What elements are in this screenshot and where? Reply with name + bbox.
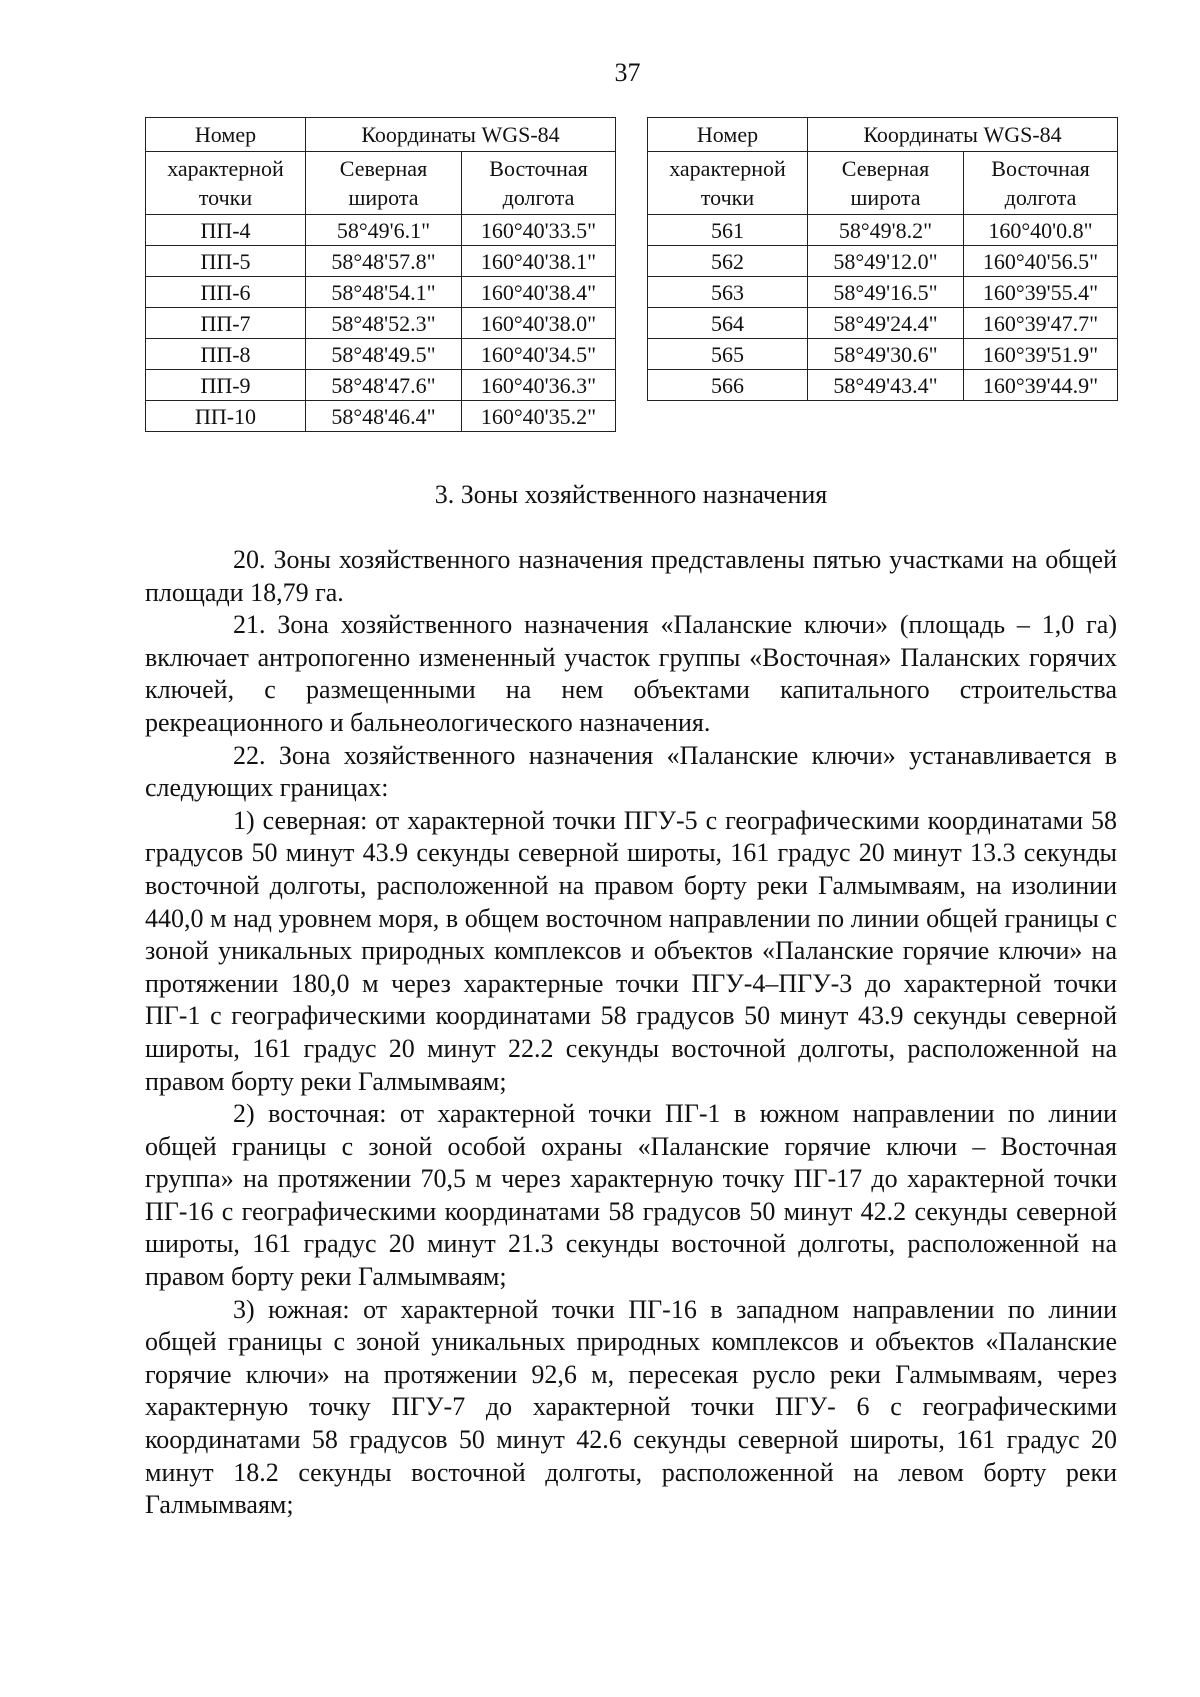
cell-point: ПП-4 <box>146 215 306 246</box>
coordinates-table-right <box>647 117 1118 401</box>
table-row <box>146 246 616 277</box>
header-lon-line-1: Восточная <box>489 156 588 181</box>
cell-point: 564 <box>648 308 808 339</box>
header-lat-line-2: широта <box>850 185 921 210</box>
cell-point: ПП-5 <box>146 246 306 277</box>
paragraph-22: 22. Зона хозяйственного назначения «Паланские ключи» устанавливается в следующих границах: <box>145 740 1117 803</box>
table-row <box>648 277 1118 308</box>
cell-point: ПП-7 <box>146 308 306 339</box>
table-row <box>648 246 1118 277</box>
cell-lon: 160°40'38.0" <box>462 308 616 339</box>
cell-lon: 160°39'47.7" <box>964 308 1118 339</box>
header-lon <box>964 152 1118 215</box>
cell-lon: 160°40'35.2" <box>462 401 616 432</box>
header-lat-line-1: Северная <box>339 156 428 181</box>
cell-lat: 58°49'16.5" <box>808 277 964 308</box>
paragraph-20: 20. Зоны хозяйственного назначения представлены пятью участками на общей площади 18,79 га. <box>145 545 1117 607</box>
table-row <box>146 401 616 432</box>
cell-lat: 58°49'30.6" <box>808 339 964 370</box>
section-title: 3. Зоны хозяйственного назначения <box>434 480 828 509</box>
coordinates-table-left <box>145 117 616 432</box>
cell-point: 562 <box>648 246 808 277</box>
cell-lat: 58°48'46.4" <box>306 401 462 432</box>
cell-lon: 160°39'51.9" <box>964 339 1118 370</box>
header-point-line-3: точки <box>700 185 755 210</box>
header-lon-line-1: Восточная <box>991 156 1090 181</box>
table-row <box>648 215 1118 246</box>
boundary-south: 3) южная: от характерной точки ПГ-16 в западном направлении по линии общей границы с зоной уникальных природных комплексов и объектов «Паланские горячие ключи» на протяжении 92,6 м, пересекая русло реки Галмымваям, через характерную точку ПГУ-7 до характерной точки ПГУ- 6 с географическими координатами 58 градусов 50 минут 42.6 секунды северной широты, 161 градус 20 минут 18.2 секунды восточной долготы, расположенной на левом борту реки Галмымваям; <box>145 1294 1117 1520</box>
cell-lat: 58°48'47.6" <box>306 370 462 401</box>
paragraph-21: 21. Зона хозяйственного назначения «Паланские ключи» (площадь – 1,0 га) включает антропогенно измененный участок группы «Восточная» Паланских горячих ключей, с размещенными на нем объектами капитального строительства рекреационного и бальнеологического назначения. <box>145 610 1117 737</box>
header-point-line-2: характерной <box>669 156 786 181</box>
header-coords: Координаты WGS-84 <box>306 118 616 152</box>
table-row <box>648 339 1118 370</box>
table-row <box>146 308 616 339</box>
cell-lon: 160°40'38.4" <box>462 277 616 308</box>
cell-point: ПП-6 <box>146 277 306 308</box>
cell-lat: 58°49'24.4" <box>808 308 964 339</box>
cell-point: ПП-8 <box>146 339 306 370</box>
header-lon <box>462 152 616 215</box>
header-coords: Координаты WGS-84 <box>808 118 1118 152</box>
header-point-line-3: точки <box>198 185 253 210</box>
header-lat-line-2: широта <box>348 185 419 210</box>
header-point-lines <box>146 152 306 215</box>
cell-lon: 160°40'56.5" <box>964 246 1118 277</box>
cell-lon: 160°39'44.9" <box>964 370 1118 401</box>
cell-lat: 58°48'54.1" <box>306 277 462 308</box>
header-point-line-1: Номер <box>648 118 808 152</box>
cell-lat: 58°49'12.0" <box>808 246 964 277</box>
cell-lon: 160°40'33.5" <box>462 215 616 246</box>
header-lon-line-2: долгота <box>502 185 575 210</box>
table-row <box>146 339 616 370</box>
table-row <box>146 370 616 401</box>
page-number: 37 <box>614 58 641 87</box>
header-point-line-1: Номер <box>146 118 306 152</box>
cell-point: 566 <box>648 370 808 401</box>
body-text <box>145 544 1117 1522</box>
cell-lat: 58°48'52.3" <box>306 308 462 339</box>
header-point-line-2: характерной <box>167 156 284 181</box>
cell-lat: 58°49'8.2" <box>808 215 964 246</box>
cell-point: 565 <box>648 339 808 370</box>
cell-lon: 160°40'34.5" <box>462 339 616 370</box>
header-lat <box>306 152 462 215</box>
cell-lat: 58°48'49.5" <box>306 339 462 370</box>
cell-point: 563 <box>648 277 808 308</box>
cell-lon: 160°39'55.4" <box>964 277 1118 308</box>
cell-lon: 160°40'0.8" <box>964 215 1118 246</box>
header-lat-line-1: Северная <box>841 156 930 181</box>
cell-lon: 160°40'38.1" <box>462 246 616 277</box>
cell-point: ПП-10 <box>146 401 306 432</box>
header-lat <box>808 152 964 215</box>
header-lon-line-2: долгота <box>1004 185 1077 210</box>
boundary-east: 2) восточная: от характерной точки ПГ-1 в южном направлении по линии общей границы с зоной особой охраны «Паланские горячие ключи – Восточная группа» на протяжении 70,5 м через характерную точку ПГ-17 до характерной точки ПГ-16 с географическими координатами 58 градусов 50 минут 42.2 секунды северной широты, 161 градус 20 минут 21.3 секунды восточной долготы, расположенной на правом борту реки Галмымваям; <box>145 1099 1117 1292</box>
cell-lat: 58°48'57.8" <box>306 246 462 277</box>
table-row <box>146 277 616 308</box>
cell-point: ПП-9 <box>146 370 306 401</box>
table-row <box>648 308 1118 339</box>
table-row <box>146 215 616 246</box>
boundary-north: 1) северная: от характерной точки ПГУ-5 с географическими координатами 58 градусов 50 минут 43.9 секунды северной широты, 161 градус 20 минут 13.3 секунды восточной долготы, расположенной на правом борту реки Галмымваям, на изолинии 440,0 м над уровнем моря, в общем восточном направлении по линии общей границы с зоной уникальных природных комплексов и объектов «Паланские горячие ключи» на протяжении 180,0 м через характерные точки ПГУ-4–ПГУ-3 до характерной точки ПГ-1 с географическими координатами 58 градусов 50 минут 43.9 секунды северной широты, 161 градус 20 минут 22.2 секунды восточной долготы, расположенной на правом борту реки Галмымваям; <box>145 805 1117 1096</box>
table-row <box>648 370 1118 401</box>
cell-lat: 58°49'6.1" <box>306 215 462 246</box>
header-point-lines <box>648 152 808 215</box>
cell-lat: 58°49'43.4" <box>808 370 964 401</box>
cell-point: 561 <box>648 215 808 246</box>
cell-lon: 160°40'36.3" <box>462 370 616 401</box>
